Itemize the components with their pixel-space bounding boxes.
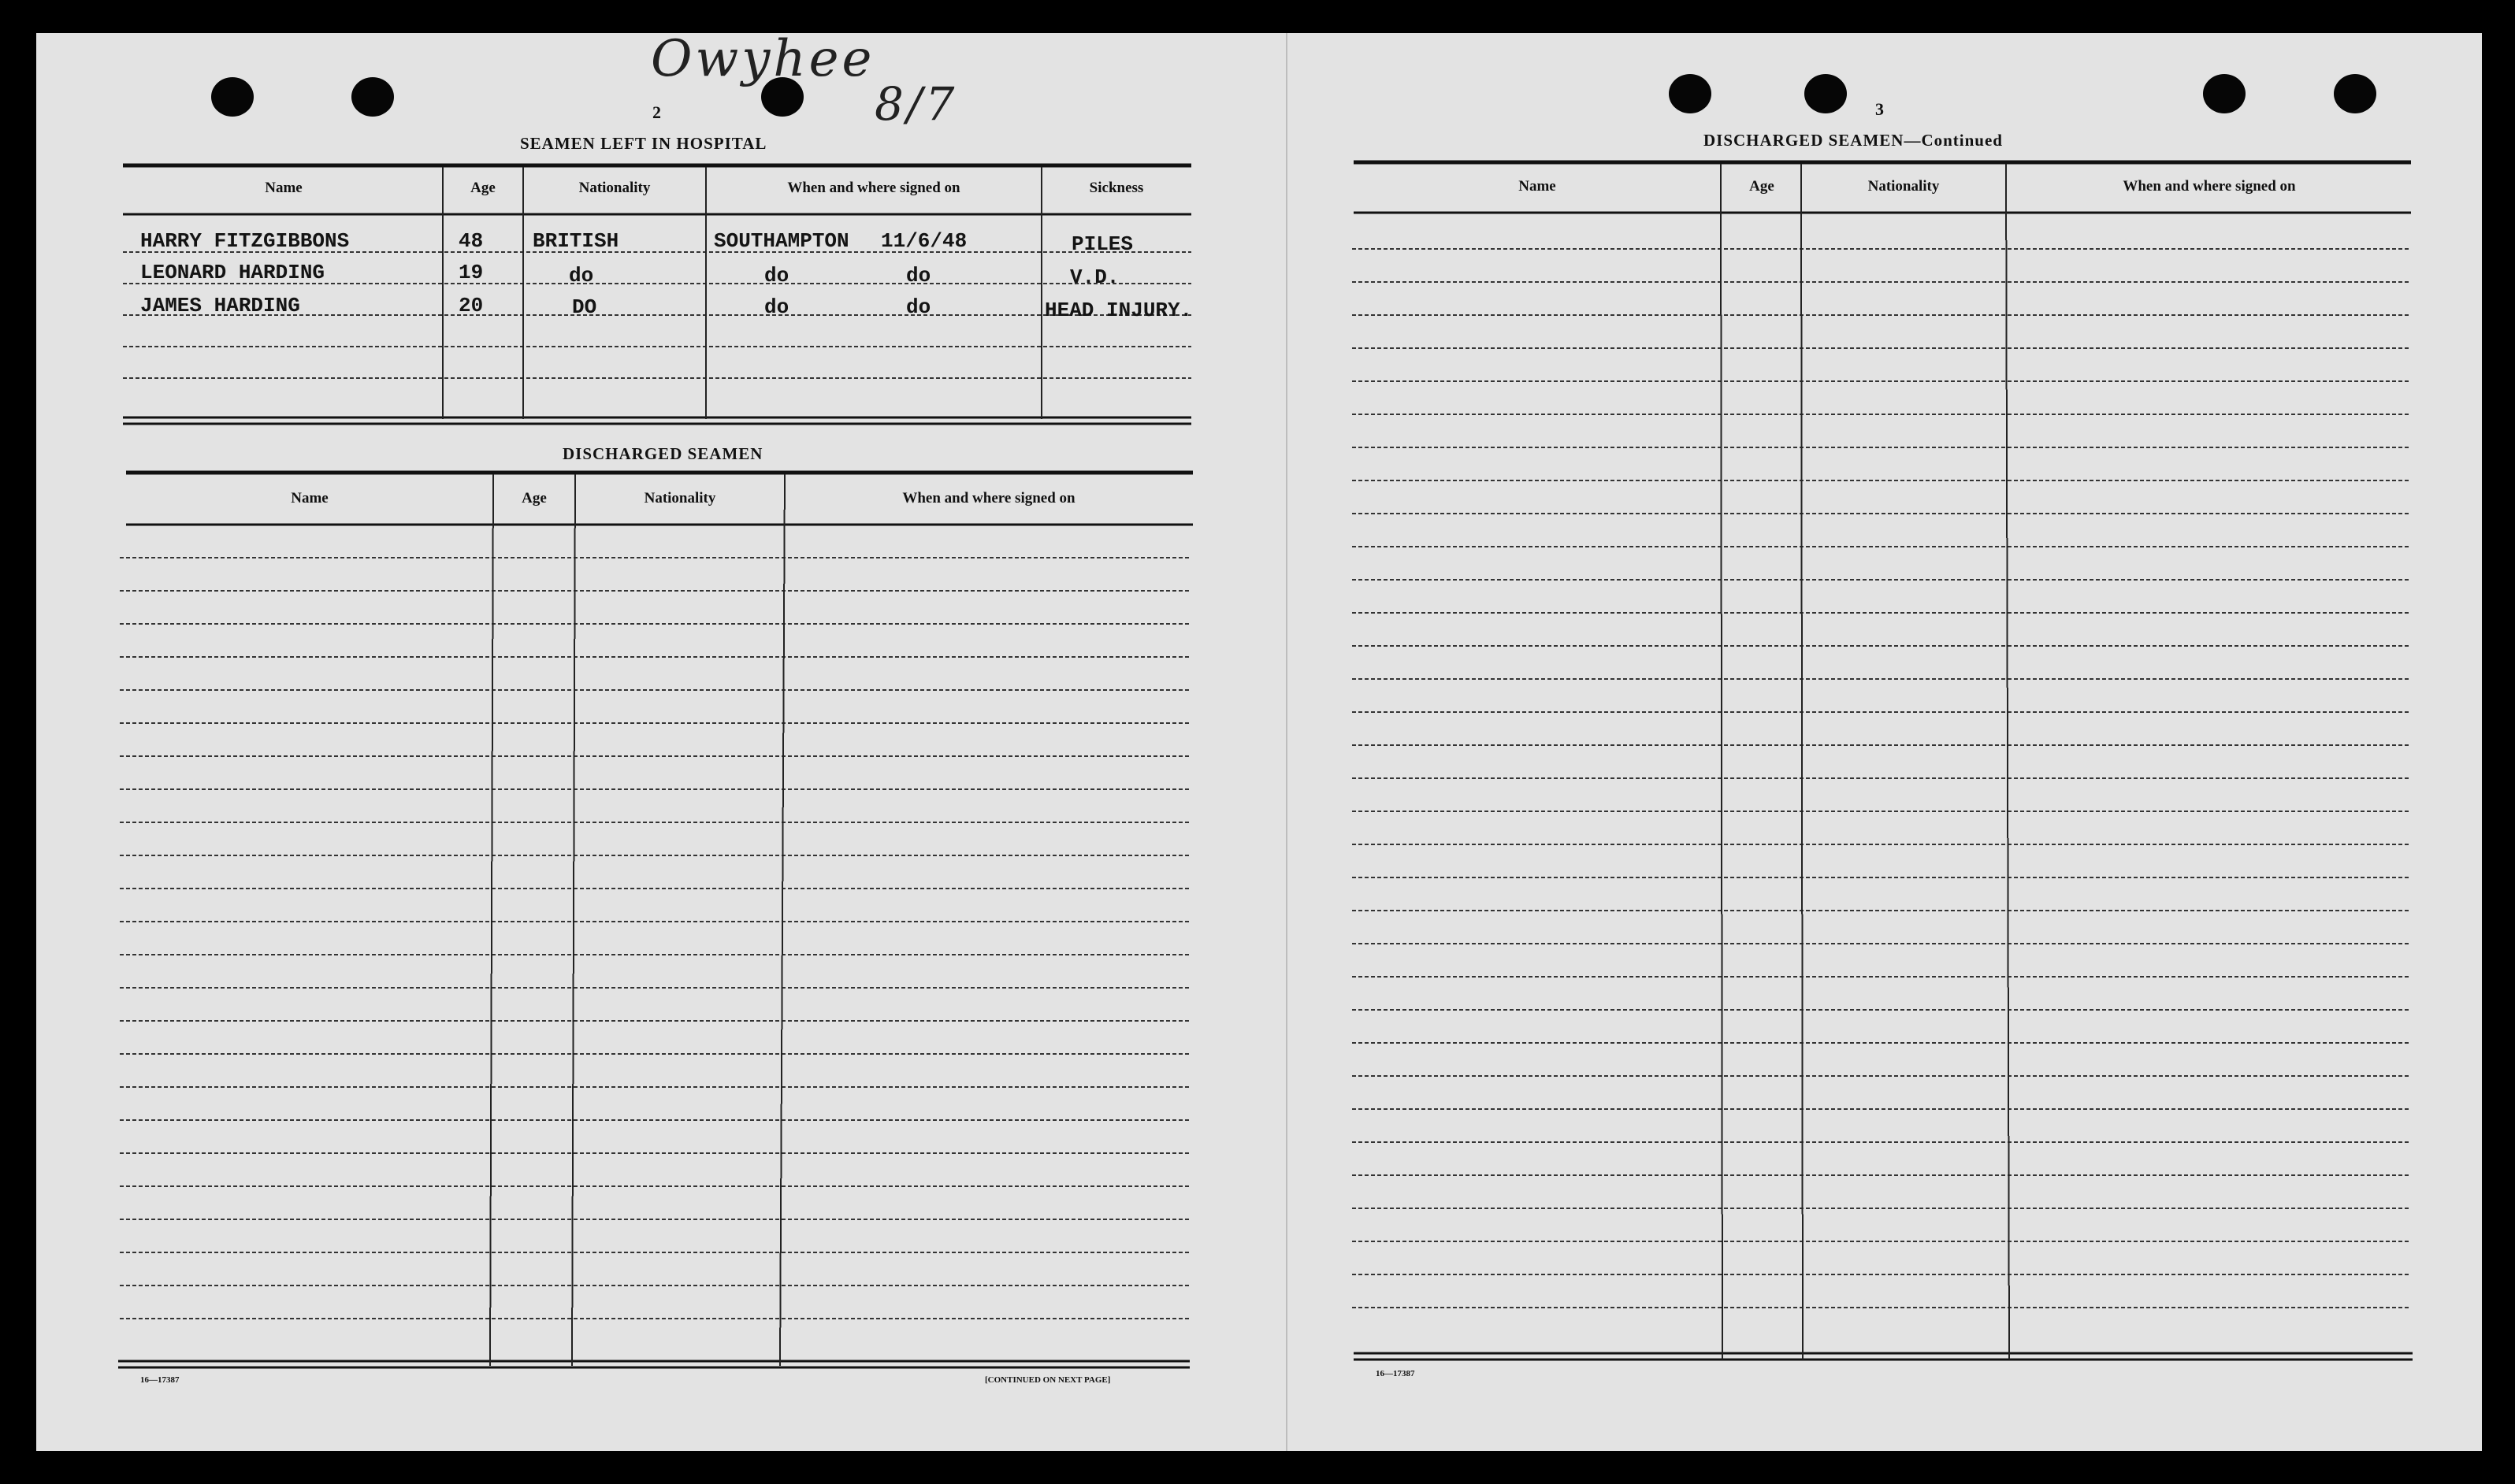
hospital-row-2-name: LEONARD HARDING <box>140 261 325 284</box>
hospital-row-2-nationality: do <box>569 264 594 288</box>
discharged-header-name: Name <box>291 490 329 506</box>
right-header-age: Age <box>1749 178 1774 195</box>
hospital-row-2-sickness: V.D. <box>1070 265 1120 289</box>
right-header-nationality: Nationality <box>1867 178 1940 195</box>
discharged-header-signed-on: When and where signed on <box>902 490 1075 506</box>
left-page-number: 2 <box>652 102 661 122</box>
hospital-row-2-age: 19 <box>459 261 484 284</box>
hospital-row-1-date: 11/6/48 <box>881 229 968 253</box>
hospital-header-sickness: Sickness <box>1089 180 1144 196</box>
hospital-header-name: Name <box>265 180 303 196</box>
right-form-code: 16—17387 <box>1376 1369 1415 1378</box>
discharged-header-age: Age <box>522 490 547 506</box>
right-page-number: 3 <box>1875 99 1884 119</box>
right-header-signed-on: When and where signed on <box>2123 178 2296 195</box>
hospital-header-age: Age <box>470 180 496 196</box>
hospital-row-3-sickness: HEAD INJURY. <box>1045 299 1193 322</box>
hospital-section-title: SEAMEN LEFT IN HOSPITAL <box>520 134 767 153</box>
discharged-section-title: DISCHARGED SEAMEN <box>563 444 763 463</box>
left-form-code: 16—17387 <box>140 1375 180 1385</box>
hospital-row-1-name: HARRY FITZGIBBONS <box>140 229 350 253</box>
right-header-name: Name <box>1518 178 1556 195</box>
hospital-row-1-nationality: BRITISH <box>533 229 619 253</box>
hospital-row-1-age: 48 <box>459 229 484 253</box>
discharged-header-nationality: Nationality <box>644 490 716 506</box>
hospital-row-3-date: do <box>906 295 931 319</box>
hospital-row-1-sickness: PILES <box>1072 232 1134 256</box>
handwritten-notation: 8/7 <box>875 77 958 131</box>
hospital-header-nationality: Nationality <box>578 180 651 196</box>
hospital-row-3-name: JAMES HARDING <box>140 294 300 317</box>
hospital-row-1-place: SOUTHAMPTON <box>714 229 849 253</box>
handwritten-ship-name: Owyhee <box>651 30 875 88</box>
hospital-row-3-nationality: DO <box>572 295 597 319</box>
right-section-title: DISCHARGED SEAMEN—Continued <box>1703 131 2003 150</box>
hospital-row-2-date: do <box>906 264 931 288</box>
hospital-row-3-place: do <box>764 295 789 319</box>
hospital-row-2-place: do <box>764 264 789 288</box>
hospital-row-3-age: 20 <box>459 294 484 317</box>
continued-note: [CONTINUED ON NEXT PAGE] <box>985 1375 1111 1385</box>
hospital-header-signed-on: When and where signed on <box>787 180 960 196</box>
